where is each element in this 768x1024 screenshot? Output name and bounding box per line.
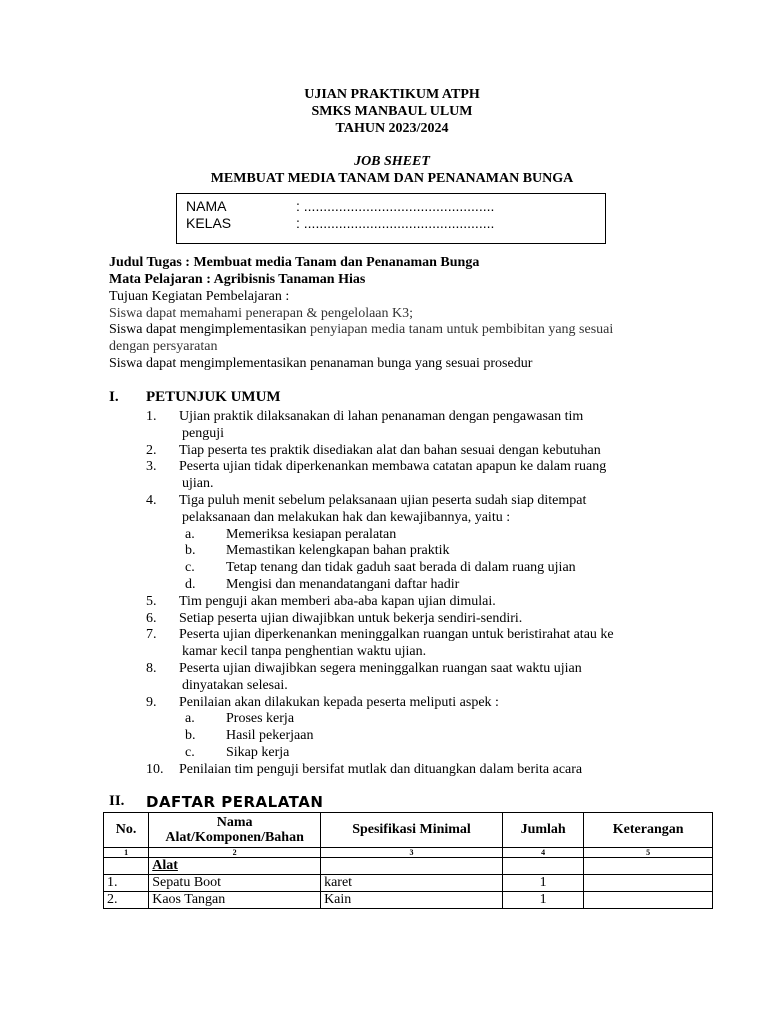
item-text: Penilaian tim penguji bersifat mutlak dan dituangkan dalam berita acara — [179, 762, 583, 777]
header-spesifikasi: Spesifikasi Minimal — [321, 813, 503, 848]
section-1-number: I. — [109, 389, 119, 405]
header-no: No. — [104, 813, 149, 848]
objective-2 — [109, 321, 613, 338]
item-text: kamar kecil tanpa penghentian waktu ujian. — [182, 644, 427, 659]
exam-title: UJIAN PRAKTIKUM ATPH — [304, 87, 480, 102]
nama-field: : ................................................. — [296, 198, 495, 214]
item-text: ujian. — [182, 476, 214, 491]
table-header-row — [104, 813, 713, 848]
section-2-number: II. — [109, 793, 125, 809]
objective-2-start: Siswa dapat mengimplementasikan — [109, 322, 307, 337]
table-row — [104, 875, 713, 892]
row-no: 1. — [104, 875, 149, 892]
item-text: Tim penguji akan memberi aba-aba kapan ujian dimulai. — [179, 594, 496, 609]
kelas-label: KELAS — [186, 215, 232, 231]
item-number: b. — [185, 543, 196, 558]
item-number: 8. — [146, 661, 157, 676]
school-name: SMKS MANBAUL ULUM — [311, 104, 473, 119]
colnum-2: 2 — [149, 848, 321, 858]
colnum-3: 3 — [321, 848, 503, 858]
nama-label: NAMA — [186, 198, 227, 214]
row-nama: Kaos Tangan — [149, 892, 321, 909]
item-number: 5. — [146, 594, 157, 609]
item-number: 4. — [146, 493, 157, 508]
row-spek: Kain — [321, 892, 503, 909]
section-2-title: DAFTAR PERALATAN — [146, 793, 324, 811]
item-text: pelaksanaan dan melakukan hak dan kewajibannya, yaitu : — [182, 510, 511, 525]
item-number: c. — [185, 560, 195, 575]
item-number: 10. — [146, 762, 164, 777]
colnum-4: 4 — [502, 848, 583, 858]
job-sheet-label: JOB SHEET — [354, 154, 430, 169]
row-jumlah: 1 — [502, 892, 583, 909]
subject: Mata Pelajaran : Agribisnis Tanaman Hias — [109, 272, 366, 287]
task-title: Judul Tugas : Membuat media Tanam dan Penanaman Bunga — [109, 255, 480, 270]
column-number-row — [104, 848, 713, 858]
group-label: Alat — [149, 858, 321, 875]
item-text: dinyatakan selesai. — [182, 678, 288, 693]
colnum-5: 5 — [584, 848, 713, 858]
item-number: 9. — [146, 695, 157, 710]
item-text: Sikap kerja — [226, 745, 290, 760]
item-number: d. — [185, 577, 196, 592]
item-number: a. — [185, 711, 195, 726]
item-text: Tetap tenang dan tidak gaduh saat berada di dalam ruang ujian — [226, 560, 576, 575]
item-number: 6. — [146, 611, 157, 626]
colnum-1: 1 — [104, 848, 149, 858]
identity-box — [176, 193, 606, 244]
item-number: 1. — [146, 409, 157, 424]
item-text: Memeriksa kesiapan peralatan — [226, 527, 397, 542]
objective-1: Siswa dapat memahami penerapan & pengelolaan K3; — [109, 306, 414, 321]
objective-2-rest: penyiapan media tanam untuk pembibitan yang sesuai — [306, 322, 614, 337]
header-nama: Nama Alat/Komponen/Bahan — [149, 813, 321, 848]
section-1-title: PETUNJUK UMUM — [146, 389, 281, 405]
row-ket — [584, 892, 713, 909]
item-text: Ujian praktik dilaksanakan di lahan penanaman dengan pengawasan tim — [179, 409, 584, 424]
item-number: 3. — [146, 459, 157, 474]
row-no: 2. — [104, 892, 149, 909]
header-keterangan: Keterangan — [584, 813, 713, 848]
item-text: Hasil pekerjaan — [226, 728, 314, 743]
item-text: Tiap peserta tes praktik disediakan alat dan bahan sesuai dengan kebutuhan — [179, 443, 601, 458]
item-text: Peserta ujian diperkenankan meninggalkan ruangan untuk beristirahat atau ke — [179, 627, 614, 642]
objectives-heading: Tujuan Kegiatan Pembelajaran : — [109, 289, 290, 304]
row-jumlah: 1 — [502, 875, 583, 892]
kelas-field: : ................................................. — [296, 215, 495, 231]
item-text: Tiga puluh menit sebelum pelaksanaan ujian peserta sudah siap ditempat — [179, 493, 587, 508]
item-number: c. — [185, 745, 195, 760]
item-text: Mengisi dan menandatangani daftar hadir — [226, 577, 460, 592]
item-text: Peserta ujian tidak diperkenankan membawa catatan apapun ke dalam ruang — [179, 459, 607, 474]
item-number: b. — [185, 728, 196, 743]
equipment-table — [103, 812, 713, 909]
item-number: a. — [185, 527, 195, 542]
item-text: Setiap peserta ujian diwajibkan untuk bekerja sendiri-sendiri. — [179, 611, 523, 626]
header-jumlah: Jumlah — [502, 813, 583, 848]
item-number: 7. — [146, 627, 157, 642]
item-text: Proses kerja — [226, 711, 295, 726]
item-text: Peserta ujian diwajibkan segera meninggalkan ruangan saat waktu ujian — [179, 661, 582, 676]
objective-2-cont: dengan persyaratan — [109, 339, 218, 354]
academic-year: TAHUN 2023/2024 — [335, 121, 449, 136]
item-number: 2. — [146, 443, 157, 458]
objective-3: Siswa dapat mengimplementasikan penanaman bunga yang sesuai prosedur — [109, 356, 533, 371]
table-row — [104, 892, 713, 909]
item-text: penguji — [182, 426, 224, 441]
row-spek: karet — [321, 875, 503, 892]
row-ket — [584, 875, 713, 892]
row-nama: Sepatu Boot — [149, 875, 321, 892]
item-text: Penilaian akan dilakukan kepada peserta meliputi aspek : — [179, 695, 499, 710]
item-text: Memastikan kelengkapan bahan praktik — [226, 543, 450, 558]
job-sheet-title: MEMBUAT MEDIA TANAM DAN PENANAMAN BUNGA — [210, 171, 574, 186]
group-row — [104, 858, 713, 875]
